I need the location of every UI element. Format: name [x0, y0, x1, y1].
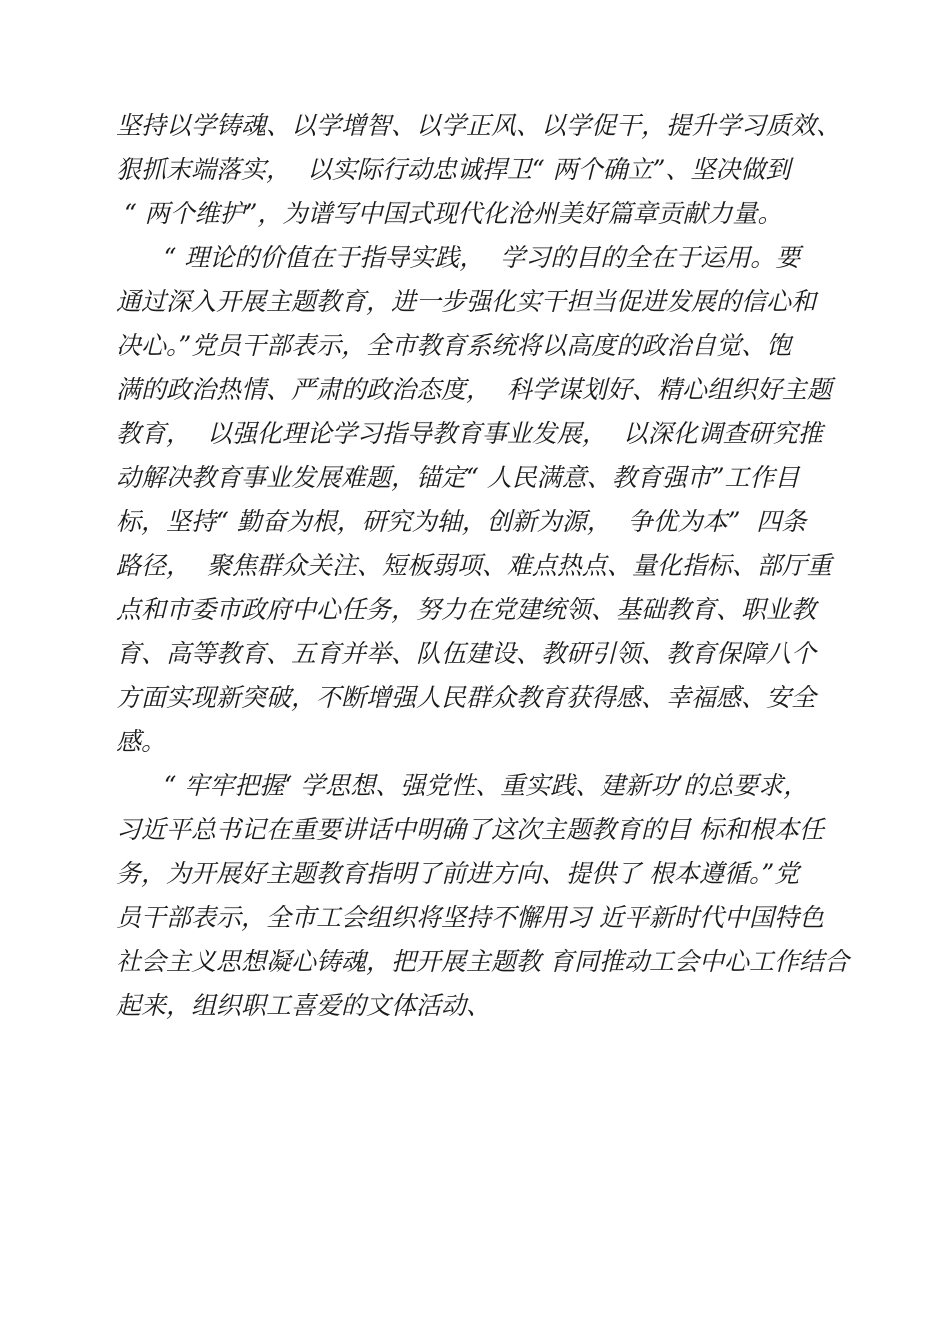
- text-line: 狠抓末端落实， 以实际行动忠诚捍卫“ 两个确立”、坚决做到: [116, 155, 791, 184]
- text-line: 育、高等教育、五育并举、队伍建设、教研引领、教育保障八个: [116, 639, 817, 668]
- text-line: 社会主义思想凝心铸魂，把开展主题教 育同推动工会中心工作结合: [116, 947, 849, 976]
- text-line: 标，坚持“ 勤奋为根，研究为轴，创新为源， 争优为本” 四条: [116, 507, 807, 536]
- text-line: 通过深入开展主题教育，进一步强化实干担当促进发展的信心和: [116, 287, 817, 316]
- text-line: “ 理论的价值在于指导实践， 学习的目的全在于运用。要: [116, 243, 801, 272]
- text-line: “ 牢牢把握‘ 学思想、强党性、重实践、建新功’的总要求，: [116, 771, 809, 800]
- text-line: 路径， 聚焦群众关注、短板弱项、难点热点、量化指标、部厅重: [116, 551, 832, 580]
- text-line: 坚持以学铸魂、以学增智、以学正风、以学促干，提升学习质效、: [116, 111, 842, 140]
- text-line: 感。: [116, 727, 167, 756]
- text-line: 满的政治热情、严肃的政治态度， 科学谋划好、精心组织好主题: [116, 375, 832, 404]
- text-line: 员干部表示，全市工会组织将坚持不懈用习 近平新时代中国特色: [116, 903, 824, 932]
- text-line: 起来，组织职工喜爱的文体活动、: [116, 991, 492, 1020]
- text-line: “ 两个维护”，为谱写中国式现代化沧州美好篇章贡献力量。: [116, 199, 783, 228]
- text-line: 教育， 以强化理论学习指导教育事业发展， 以深化调查研究推: [116, 419, 823, 448]
- text-line: 点和市委市政府中心任务，努力在党建统领、基础教育、职业教: [116, 595, 817, 624]
- text-line: 动解决教育事业发展难题，锚定“ 人民满意、教育强市”工作目: [116, 463, 800, 492]
- text-line: 务，为开展好主题教育指明了前进方向、提供了 根本遵循。”党: [116, 859, 800, 888]
- text-line: 习近平总书记在重要讲话中明确了这次主题教育的目 标和根本任: [116, 815, 824, 844]
- text-line: 方面实现新突破，不断增强人民群众教育获得感、幸福感、安全: [116, 683, 817, 712]
- body-text: [116, 104, 896, 1028]
- text-line: 决心。”党员干部表示，全市教育系统将以高度的政治自觉、饱: [116, 331, 792, 360]
